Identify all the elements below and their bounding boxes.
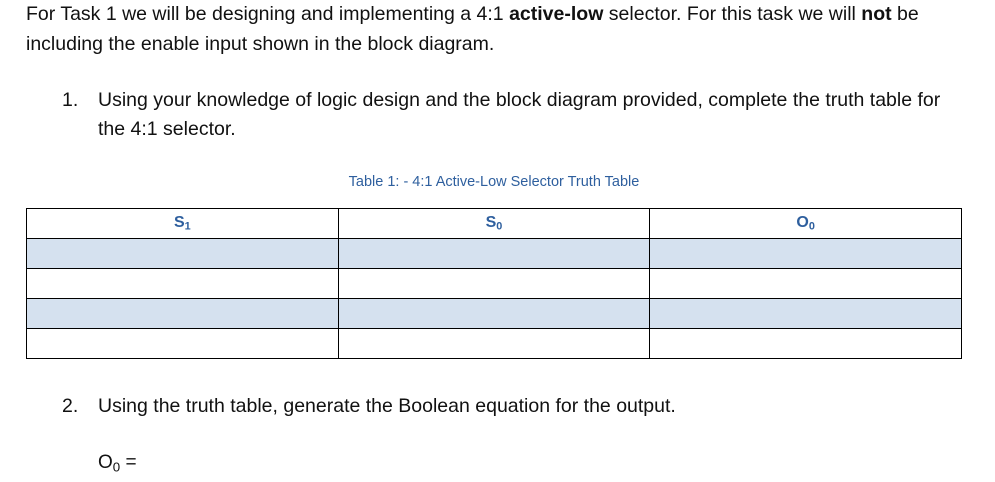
table-cell[interactable] <box>650 239 962 269</box>
table-cell[interactable] <box>27 269 339 299</box>
table-cell[interactable] <box>338 329 650 359</box>
table-row <box>27 269 962 299</box>
question-1-text: Using your knowledge of logic design and the block diagram provided, complete the truth table for the 4:1 selector. <box>98 89 941 140</box>
table-cell[interactable] <box>338 299 650 329</box>
header-s1 <box>27 209 339 239</box>
table-caption: Table 1: - 4:1 Active-Low Selector Truth Table <box>348 174 640 190</box>
question-2-number: 2. <box>62 395 79 417</box>
table-cell[interactable] <box>650 299 962 329</box>
header-s1-base: S <box>173 214 185 232</box>
header-o0-sub: 0 <box>808 220 815 233</box>
intro-paragraph <box>26 0 976 59</box>
intro-bold-active-low: active-low <box>509 3 604 25</box>
question-2 <box>62 392 942 421</box>
header-o0 <box>650 209 962 239</box>
question-1 <box>62 86 942 144</box>
question-1-number: 1. <box>62 89 79 111</box>
table-cell[interactable] <box>27 299 339 329</box>
table-cell[interactable] <box>650 269 962 299</box>
table-cell[interactable] <box>338 269 650 299</box>
answer-base: O <box>98 452 113 473</box>
header-s0-base: S <box>485 214 497 232</box>
intro-bold-not: not <box>861 3 892 25</box>
table-cell[interactable] <box>338 239 650 269</box>
intro-text-1: For Task 1 we will be designing and implementing a 4:1 <box>26 3 510 25</box>
table-row <box>27 329 962 359</box>
table-row <box>27 299 962 329</box>
question-2-text: Using the truth table, generate the Boolean equation for the output. <box>98 395 676 417</box>
answer-suffix: = <box>120 452 137 473</box>
table-row <box>27 239 962 269</box>
table-header-row <box>27 209 962 239</box>
header-s1-sub: 1 <box>184 220 191 233</box>
truth-table <box>26 208 962 359</box>
intro-text-3: be including the enable input shown in the block diagram. <box>26 3 919 55</box>
table-cell[interactable] <box>650 329 962 359</box>
intro-text-2: selector. For this task we will <box>603 3 862 25</box>
table-cell[interactable] <box>27 329 339 359</box>
header-o0-base: O <box>796 214 809 232</box>
table-cell[interactable] <box>27 239 339 269</box>
answer-sub: 0 <box>112 459 121 475</box>
answer-equation[interactable] <box>98 452 137 474</box>
header-s0-sub: 0 <box>496 220 503 233</box>
header-s0 <box>338 209 650 239</box>
